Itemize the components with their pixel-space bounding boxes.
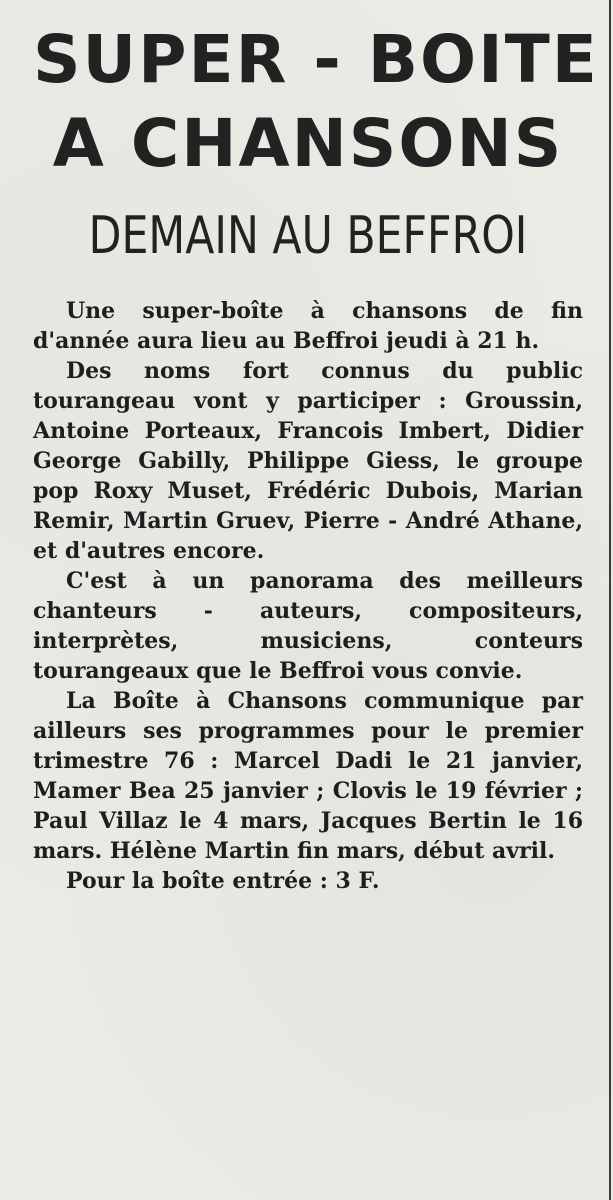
paragraph-panorama: C'est à un panorama des meilleurs chanteurs - auteurs, compositeurs, interprètes, musiciens, conteurs tourangeaux que le Beffroi vous convie. xyxy=(33,568,583,684)
paragraph-programme: La Boîte à Chansons communique par ailleurs ses programmes pour le premier trimestre 76 : Marcel Dadi le 21 janvier, Mamer Bea 25 janvier ; Clovis le 19 février ; Paul Villaz le 4 mars, Jacques Bertin le 16 mars. Hélène Martin fin mars, début avril. xyxy=(33,688,583,864)
headline-line-2: A CHANSONS xyxy=(52,105,564,182)
headline-line-1: SUPER - BOITE xyxy=(33,21,599,98)
paragraph-entry-price: Pour la boîte entrée : 3 F. xyxy=(66,868,380,894)
column-divider xyxy=(609,0,611,1200)
headline xyxy=(33,0,599,186)
paragraph-performers: Des noms fort connus du public tourangeau vont y participer : Groussin, Antoine Porteaux, Francois Imbert, Didier George Gabilly, Philippe Giess, le groupe pop Roxy Muset, Frédéric Dubois, Marian Remir, Martin Gruev, Pierre - André Athane, et d'autres encore. xyxy=(33,358,583,564)
paragraph-announcement: Une super-boîte à chansons de fin d'année aura lieu au Beffroi jeudi à 21 h. xyxy=(33,298,583,354)
subheadline: DEMAIN AU BEFFROI xyxy=(88,206,528,266)
article-body xyxy=(33,296,583,896)
